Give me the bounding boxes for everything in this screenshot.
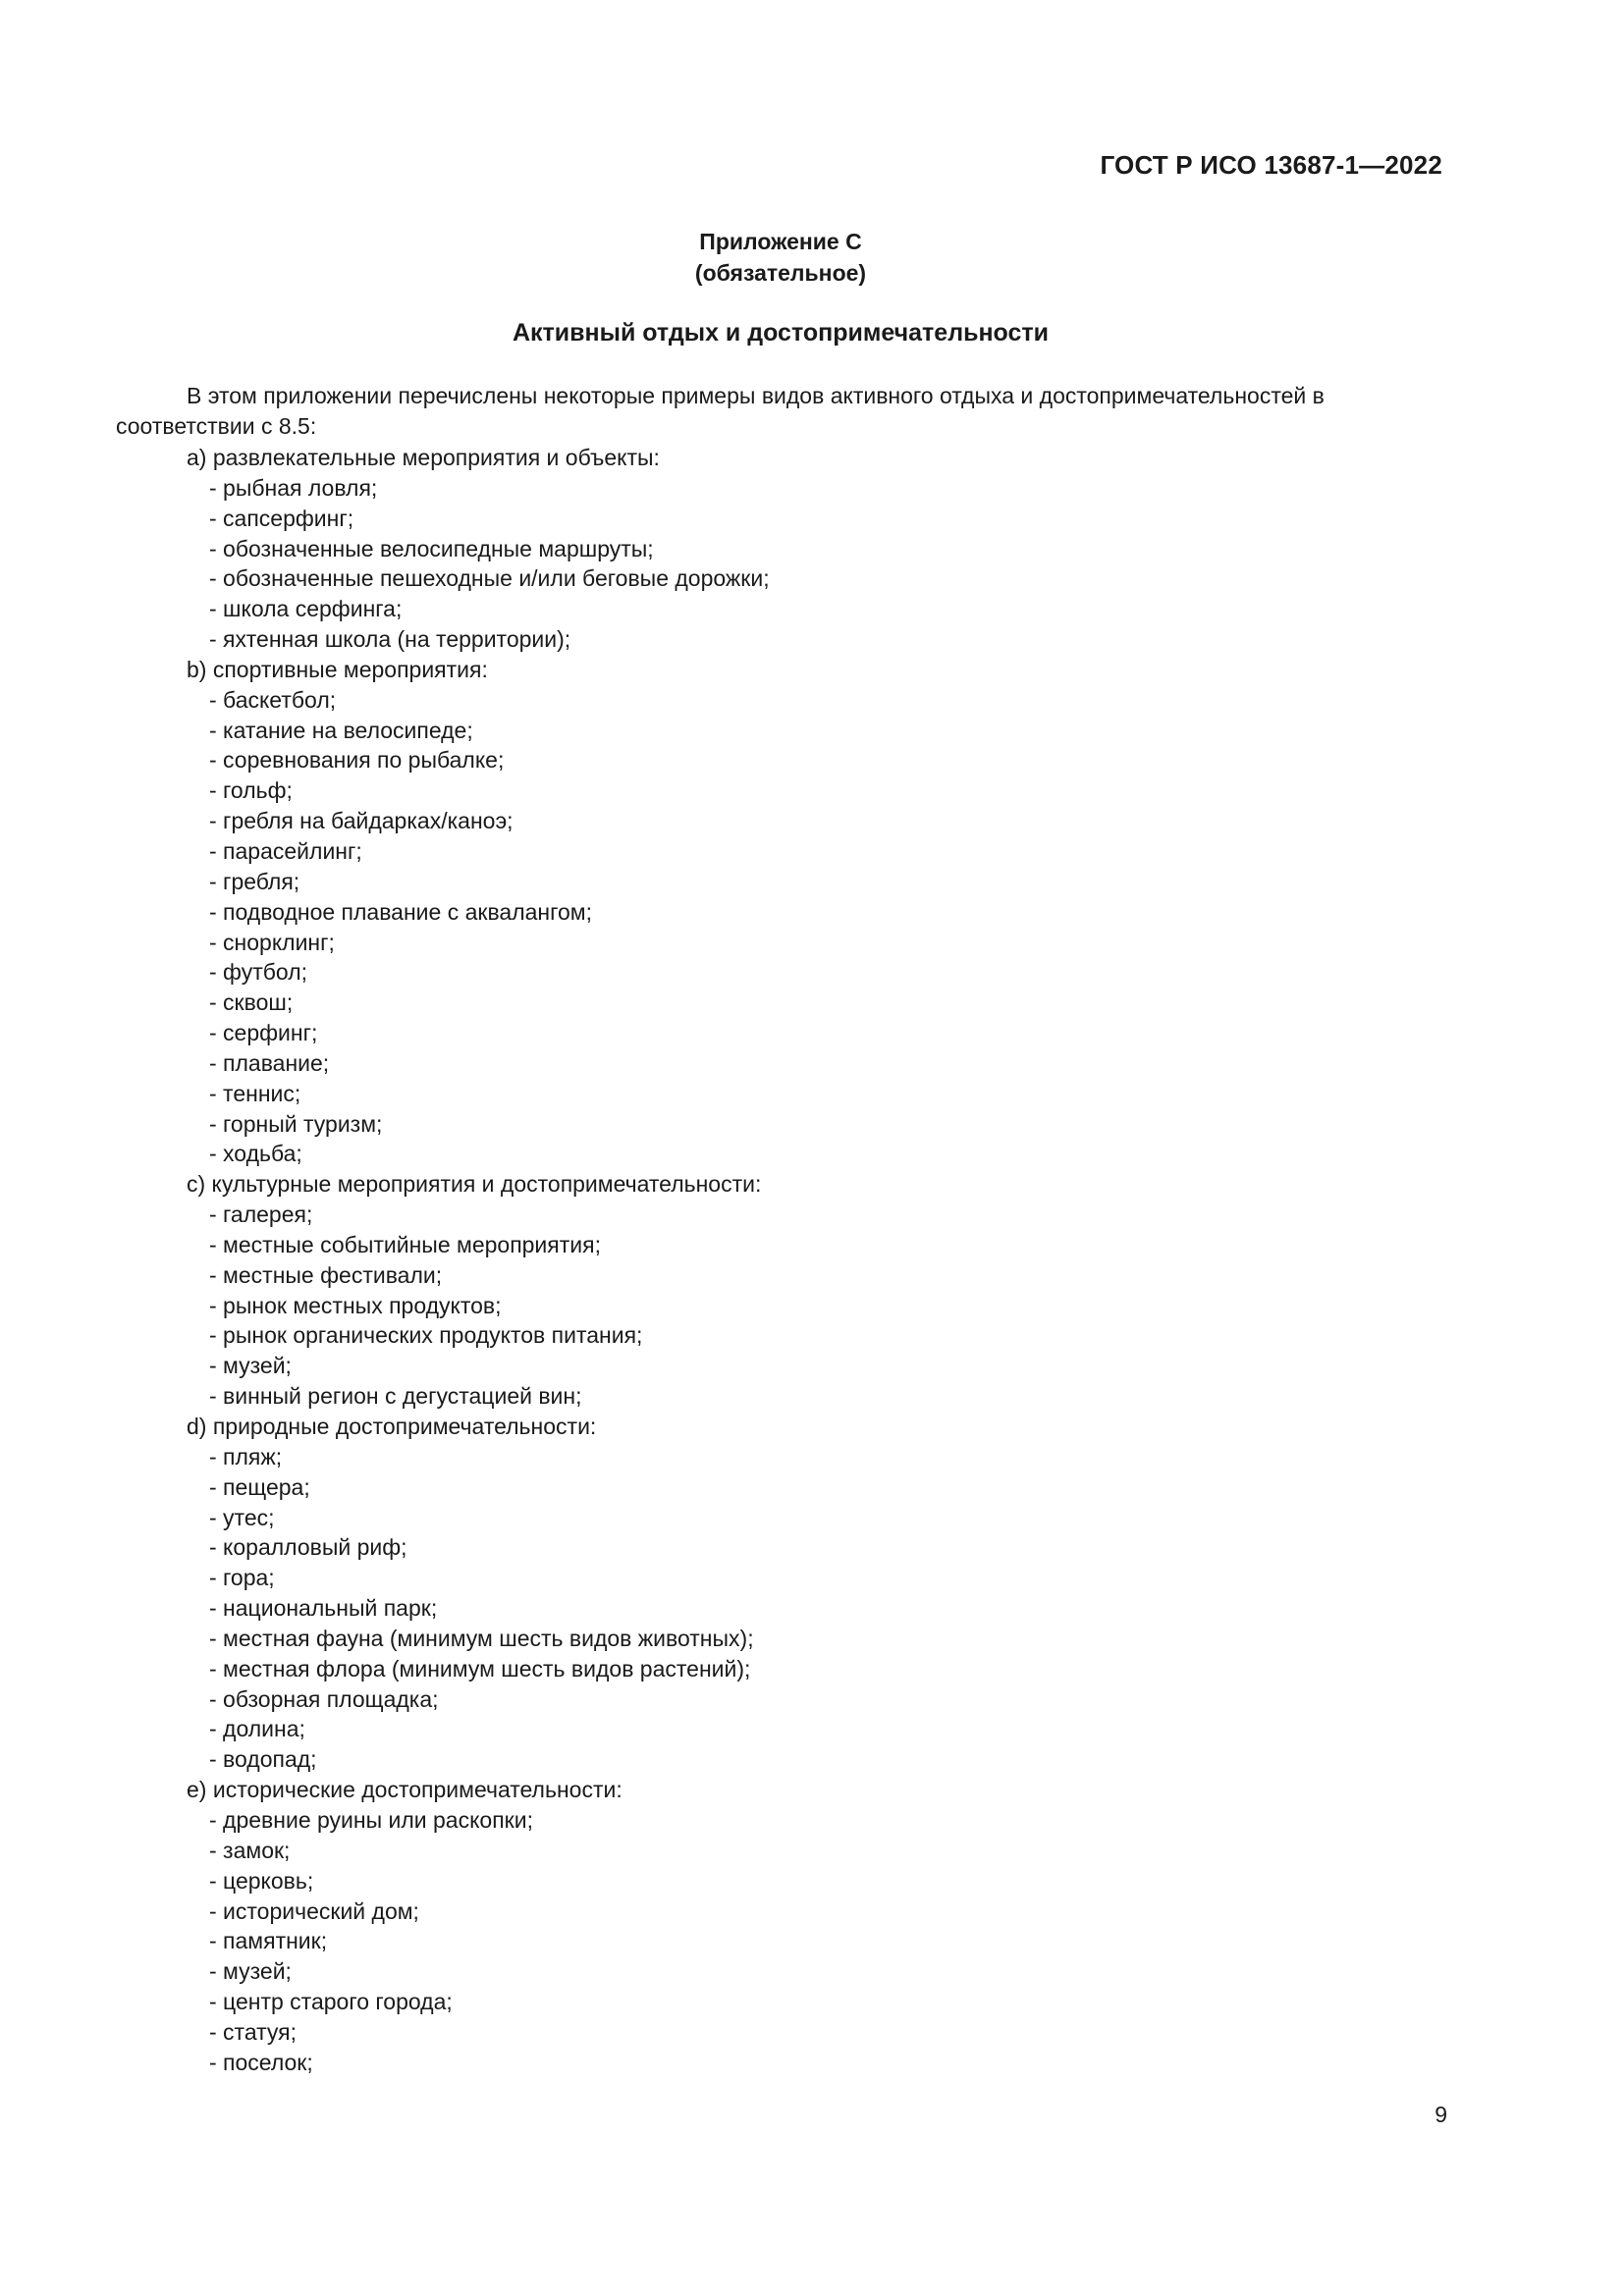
list-item: - соревнования по рыбалке; [209, 747, 505, 774]
list-item: - сапсерфинг; [209, 505, 354, 531]
list-item: - теннис; [209, 1080, 301, 1106]
list-item: - сквош; [209, 989, 294, 1016]
list-item: - винный регион с дегустацией вин; [209, 1383, 582, 1410]
list-item: - долина; [209, 1716, 305, 1742]
list-item: - парасейлинг; [209, 837, 362, 864]
appendix-heading [0, 226, 1561, 289]
list-item: - поселок; [209, 2049, 313, 2075]
list-item: - подводное плавание с аквалангом; [209, 898, 592, 925]
list-item: - пещера; [209, 1473, 310, 1500]
list-item: - яхтенная школа (на территории); [209, 626, 571, 653]
list-item: - коралловый риф; [209, 1534, 407, 1561]
appendix-title: Приложение C [699, 229, 862, 254]
list-item: - местная фауна (минимум шесть видов животных); [209, 1625, 754, 1651]
list-item: - исторический дом; [209, 1897, 419, 1924]
list-item: - замок; [209, 1837, 291, 1863]
section-label: e) исторические достопримечательности: [187, 1777, 623, 1803]
list-item: - церковь; [209, 1867, 314, 1894]
list-item: - гора; [209, 1565, 275, 1591]
list-item: - памятник; [209, 1928, 328, 1954]
list-item: - плавание; [209, 1049, 330, 1076]
list-item: - серфинг; [209, 1020, 318, 1046]
list-item: - обзорная площадка; [209, 1685, 439, 1712]
list-item: - утес; [209, 1504, 275, 1530]
list-item: - национальный парк; [209, 1595, 438, 1622]
section-label: a) развлекательные мероприятия и объекты: [187, 445, 660, 470]
section-label: b) спортивные мероприятия: [187, 656, 488, 682]
list-item: - местная флора (минимум шесть видов растений); [209, 1655, 751, 1682]
list-item: - музей; [209, 1958, 292, 1985]
list-item: - снорклинг; [209, 929, 335, 955]
list-item: - пляж; [209, 1443, 283, 1469]
list-item: - древние руины или раскопки; [209, 1806, 533, 1833]
list-item: - музей; [209, 1353, 292, 1379]
list-item: - статуя; [209, 2018, 297, 2045]
list-item: - обозначенные пешеходные и/или беговые дорожки; [209, 565, 770, 592]
list-item: - баскетбол; [209, 686, 337, 713]
list-item: - гребля; [209, 868, 300, 894]
enumeration-list [116, 443, 1451, 2078]
list-item: - гольф; [209, 777, 293, 804]
page-number: 9 [1435, 2102, 1447, 2127]
list-item: - местные фестивали; [209, 1261, 443, 1288]
list-item: - галерея; [209, 1201, 313, 1228]
list-item: - ходьба; [209, 1141, 302, 1167]
section-label: d) природные достопримечательности: [187, 1414, 597, 1439]
list-item: - водопад; [209, 1746, 317, 1773]
list-item: - рынок местных продуктов; [209, 1292, 502, 1318]
section-title: Активный отдых и достопримечательности [512, 319, 1050, 347]
list-item: - катание на велосипеде; [209, 717, 473, 743]
section-label: c) культурные мероприятия и достопримечательности: [187, 1171, 762, 1198]
intro-paragraph: В этом приложении перечислены некоторые примеры видов активного отдыха и достопримечательностей в соответствии с 8.5: [116, 383, 1325, 439]
list-item: - школа серфинга; [209, 596, 403, 622]
list-item: - рыбная ловля; [209, 474, 378, 501]
list-item: - горный туризм; [209, 1110, 383, 1137]
standard-header: ГОСТ Р ИСО 13687-1—2022 [1100, 150, 1442, 180]
list-item: - гребля на байдарках/каноэ; [209, 808, 514, 834]
list-item: - центр старого города; [209, 1989, 453, 2015]
list-item: - местные событийные мероприятия; [209, 1231, 601, 1257]
list-item: - рынок органических продуктов питания; [209, 1322, 643, 1349]
appendix-status: (обязательное) [694, 260, 867, 286]
list-item: - футбол; [209, 959, 308, 986]
list-item: - обозначенные велосипедные маршруты; [209, 535, 654, 561]
